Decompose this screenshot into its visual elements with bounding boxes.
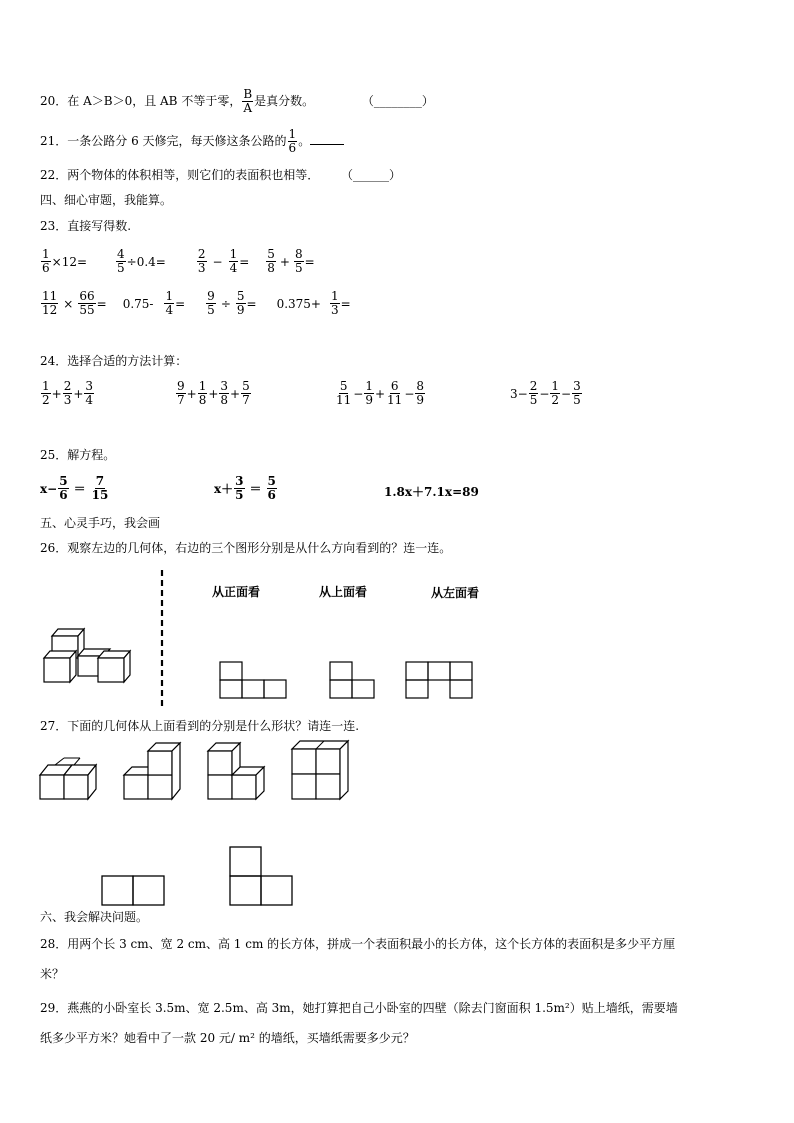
frac-den: 3 (63, 393, 72, 407)
frac-num: 5 (236, 289, 245, 303)
frac-num: 6 (390, 379, 399, 393)
frac-num: 9 (207, 289, 215, 303)
expr-head: 0.375+ (276, 296, 321, 311)
expr-head: x＋ (214, 482, 234, 496)
q27-solid-2 (124, 743, 180, 799)
frac-num: 1 (198, 379, 207, 393)
q21-text-b: 。 (298, 134, 311, 148)
frac-num: 3 (573, 379, 581, 393)
frac-den: 8 (267, 261, 275, 275)
frac-num: B (243, 87, 253, 101)
operator: + (186, 386, 197, 401)
q22-answer-blank[interactable]: （______） (340, 168, 401, 182)
expr-tail: = (304, 254, 315, 269)
frac-den: 5 (573, 393, 581, 407)
frac-den: 3 (331, 303, 339, 317)
operator: + (230, 386, 241, 401)
q27-solid-3 (208, 743, 264, 799)
expr-tail: = (340, 296, 351, 311)
question-23-title: 23．直接写得数. (40, 219, 132, 233)
q27-solid-4 (292, 741, 348, 799)
frac-den: 2 (42, 393, 50, 407)
frac-num: 1 (331, 289, 339, 303)
frac-num: 66 (79, 289, 95, 303)
expr-head: 3− (510, 386, 528, 401)
frac-den: 4 (85, 393, 94, 407)
frac-num: 5 (242, 379, 250, 393)
q20-answer-blank[interactable]: （________） (361, 94, 434, 108)
frac-den: 6 (59, 488, 68, 502)
q26-view-front (220, 662, 286, 698)
frac-den: 5 (294, 261, 303, 275)
q27-top-view-1 (102, 876, 164, 905)
expr-tail: = (246, 296, 257, 311)
operator: + (73, 386, 84, 401)
operator: − (212, 254, 223, 269)
operator: + (374, 386, 386, 401)
q21-text: 21．一条公路分 6 天修完，每天修这条公路的 (40, 134, 287, 148)
frac-num: 5 (339, 379, 348, 393)
frac-num: 1 (288, 127, 297, 141)
q27-solid-1 (40, 758, 96, 799)
frac-num: 2 (529, 379, 538, 393)
frac-num: 3 (235, 474, 244, 488)
frac-den: 4 (229, 261, 238, 275)
frac-den: 11 (387, 393, 403, 407)
expr-tail: ×12= (51, 254, 88, 269)
frac-num: 1 (551, 379, 560, 393)
expr-head: x− (40, 481, 58, 496)
section-5-heading: 五、心灵手巧，我会画 (40, 516, 161, 530)
frac-num: 9 (177, 379, 185, 393)
section-6-heading: 六、我会解决问题。 (40, 910, 149, 924)
frac-den: 9 (416, 393, 425, 407)
operator: × (63, 296, 74, 311)
question-28-line-1: 28．用两个长 3 cm、宽 2 cm、高 1 cm 的长方体，拼成一个表面积最小的长方体，这个长方体的表面积是多少平方厘 (40, 937, 676, 951)
question-27-text: 27．下面的几何体从上面看到的分别是什么形状？请连一连. (40, 719, 360, 733)
frac-den: 5 (207, 303, 215, 317)
frac-den: 11 (336, 393, 352, 407)
frac-num: 11 (42, 289, 58, 303)
frac-num: 5 (59, 474, 68, 488)
label-front-view: 从正面看 (212, 585, 261, 599)
question-24-title: 24．选择合适的方法计算： (40, 354, 188, 368)
label-left-view: 从左面看 (431, 586, 480, 600)
operator: − (561, 386, 572, 401)
frac-num: 2 (197, 247, 206, 261)
frac-num: 1 (165, 289, 174, 303)
frac-den: 12 (42, 303, 58, 317)
frac-num: 1 (42, 247, 50, 261)
frac-den: 5 (529, 393, 538, 407)
frac-den: 3 (197, 261, 206, 275)
operator: ＝ (73, 482, 86, 496)
frac-den: 5 (117, 261, 125, 275)
frac-den: 8 (220, 393, 229, 407)
frac-num: 3 (220, 379, 229, 393)
operator: ÷ (220, 296, 231, 311)
q26-solid (44, 629, 130, 682)
frac-num: 3 (85, 379, 94, 393)
frac-den: 7 (177, 393, 185, 407)
operator: − (539, 386, 550, 401)
frac-num: 1 (42, 379, 50, 393)
question-28-line-2: 米？ (40, 967, 65, 981)
q26-view-top (330, 662, 374, 698)
frac-den: 9 (365, 393, 373, 407)
frac-den: 6 (267, 488, 276, 502)
operator: − (404, 386, 415, 401)
expr-tail: = (175, 296, 186, 311)
frac-den: A (243, 101, 253, 115)
frac-den: 5 (235, 488, 244, 502)
operator: + (279, 254, 290, 269)
frac-num: 1 (229, 247, 238, 261)
question-26-text: 26．观察左边的几何体，右边的三个图形分别是从什么方向看到的？连一连。 (40, 541, 452, 555)
expr-tail: = (96, 296, 107, 311)
frac-num: 5 (267, 474, 276, 488)
section-4-heading: 四、细心审题，我能算。 (40, 193, 173, 207)
frac-den: 55 (79, 303, 95, 317)
operator: − (353, 386, 364, 401)
label-top-view: 从上面看 (319, 585, 368, 599)
frac-num: 1 (365, 379, 373, 393)
q26-view-left (406, 662, 472, 698)
frac-num: 8 (416, 379, 425, 393)
q27-top-view-2 (230, 847, 292, 905)
q22-text: 22．两个物体的体积相等，则它们的表面积也相等． (40, 168, 320, 182)
expr-tail: = (239, 254, 250, 269)
frac-num: 8 (294, 247, 303, 261)
frac-den: 6 (42, 261, 50, 275)
frac-den: 9 (236, 303, 245, 317)
question-25-title: 25．解方程。 (40, 448, 116, 462)
operator: ＝ (249, 482, 262, 496)
frac-den: 6 (288, 141, 297, 155)
frac-num: 2 (63, 379, 72, 393)
frac-den: 15 (91, 488, 109, 502)
frac-num: 7 (95, 474, 105, 488)
question-29-line-2: 纸多少平方米？她看中了一款 20 元/ m² 的墙纸，买墙纸需要多少元？ (40, 1031, 415, 1045)
q20-text: 20．在 A＞B＞0，且 AB 不等于零， (40, 94, 242, 108)
question-29-line-1: 29．燕燕的小卧室长 3.5m、宽 2.5m、高 3m，她打算把自己小卧室的四壁（除去门窗面积 1.5m²）贴上墙纸，需要墙 (40, 1001, 678, 1015)
frac-num: 4 (117, 247, 125, 261)
q25-equation-3: 1.8x＋7.1x=89 (384, 485, 479, 499)
frac-den: 8 (198, 393, 207, 407)
expr-head: 0.75- (122, 296, 154, 311)
frac-den: 7 (242, 393, 250, 407)
operator: + (51, 386, 62, 401)
frac-den: 4 (165, 303, 174, 317)
expr-tail: ÷0.4= (126, 254, 166, 269)
q20-text-b: 是真分数。 (254, 94, 315, 108)
frac-num: 5 (267, 247, 275, 261)
frac-den: 2 (551, 393, 560, 407)
operator: + (208, 386, 219, 401)
